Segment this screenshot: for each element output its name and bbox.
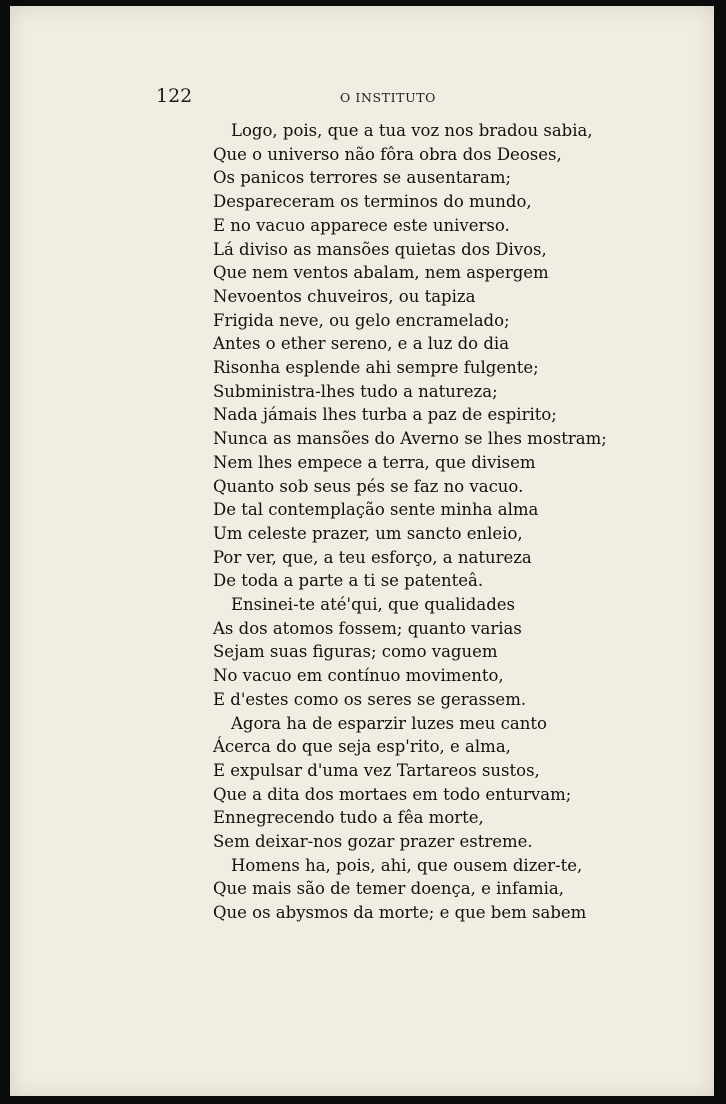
poem-line: Ensinei-te até'qui, que qualidades: [231, 595, 515, 614]
poem-line: Por ver, que, a teu esforço, a natureza: [213, 547, 532, 567]
running-title: O INSTITUTO: [340, 90, 436, 105]
poem-line: Nem lhes empece a terra, que divisem: [213, 452, 536, 472]
poem-line: Que o universo não fôra obra dos Deoses,: [213, 144, 562, 164]
poem-line: De toda a parte a ti se patenteâ.: [213, 571, 484, 591]
poem-line: Lá diviso as mansões quietas dos Divos,: [213, 239, 547, 259]
poem-line: Agora ha de esparzir luzes meu canto: [231, 713, 547, 733]
poem-line: Que os abysmos da morte; e que bem sabem: [213, 903, 587, 923]
poem-line: Os panicos terrores se ausentaram;: [213, 168, 512, 188]
poem-line: Risonha esplende ahi sempre fulgente;: [213, 358, 539, 377]
poem-line: E no vacuo apparece este universo.: [213, 215, 510, 235]
poem-line: Frigida neve, ou gelo encramelado;: [213, 310, 510, 330]
poem-line: Sejam suas figuras; como vaguem: [213, 642, 498, 662]
poem-line: E d'estes como os seres se gerassem.: [213, 689, 527, 709]
poem-line: Nevoentos chuveiros, ou tapiza: [213, 286, 476, 306]
poem-line: E expulsar d'uma vez Tartareos sustos,: [213, 760, 540, 780]
poem-line: As dos atomos fossem; quanto varias: [213, 618, 522, 638]
poem-line: No vacuo em contínuo movimento,: [213, 666, 504, 686]
poem-line: Nada jámais lhes turba a paz de espirito;: [213, 405, 557, 425]
poem-line: Quanto sob seus pés se faz no vacuo.: [213, 476, 524, 496]
poem-line: Ácerca do que seja esp'rito, e alma,: [213, 737, 511, 757]
poem-line: Que a dita dos mortaes em todo enturvam;: [213, 784, 572, 804]
poem-line: Nunca as mansões do Averno se lhes mostram;: [213, 429, 607, 449]
book-page: [10, 6, 714, 1096]
poem-line: Um celeste prazer, um sancto enleio,: [213, 523, 523, 543]
poem-line: De tal contemplação sente minha alma: [213, 500, 539, 520]
poem-line: Que mais são de temer doença, e infamia,: [213, 879, 564, 899]
poem-line: Subministra-lhes tudo a natureza;: [213, 381, 498, 401]
poem-line: Que nem ventos abalam, nem aspergem: [213, 263, 549, 283]
poem-line: Homens ha, pois, ahi, que ousem dizer-te,: [231, 855, 583, 875]
poem-line: Logo, pois, que a tua voz nos bradou sabia,: [231, 121, 593, 140]
poem-line: Sem deixar-nos gozar prazer estreme.: [213, 832, 533, 851]
page-number: 122: [156, 85, 193, 107]
poem-line: Despareceram os terminos do mundo,: [213, 192, 532, 212]
poem-line: Ennegrecendo tudo a fêa morte,: [213, 808, 484, 828]
poem-line: Antes o ether sereno, e a luz do dia: [213, 334, 510, 354]
